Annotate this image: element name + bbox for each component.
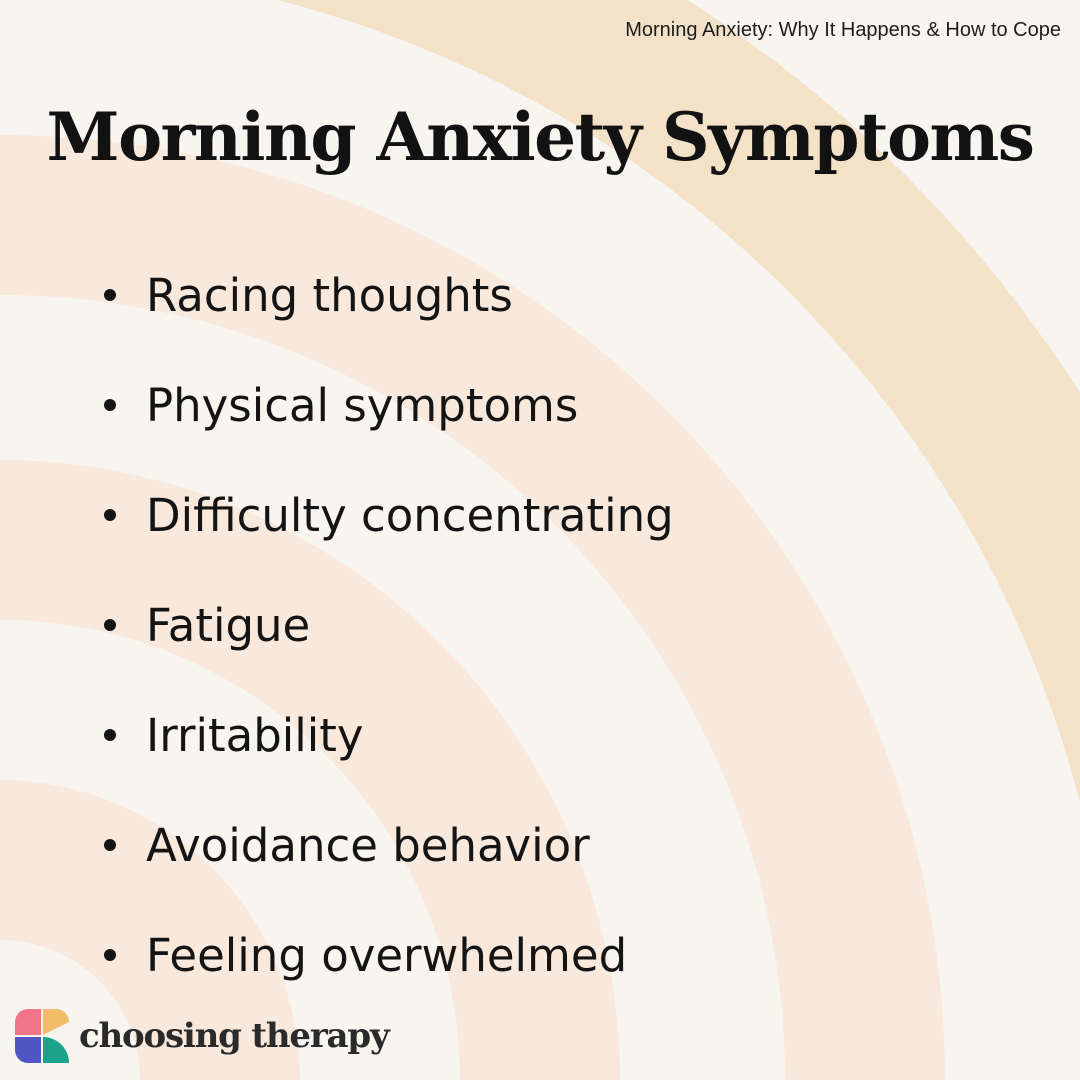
- symptom-label: Irritability: [146, 708, 364, 762]
- symptom-list: [104, 240, 674, 1010]
- logo-quadrant-blue: [15, 1037, 41, 1063]
- symptom-label: Feeling overwhelmed: [146, 928, 628, 982]
- list-item: [104, 790, 674, 900]
- bullet-icon: [104, 399, 116, 411]
- symptom-label: Fatigue: [146, 598, 311, 652]
- bullet-icon: [104, 839, 116, 851]
- logo-quadrant-orange: [43, 1009, 69, 1035]
- brand-logo: [14, 1008, 389, 1064]
- symptom-label: Difficulty concentrating: [146, 488, 674, 542]
- list-item: [104, 900, 674, 1010]
- list-item: [104, 460, 674, 570]
- symptom-label: Physical symptoms: [146, 378, 579, 432]
- symptom-label: Avoidance behavior: [146, 818, 590, 872]
- list-item: [104, 240, 674, 350]
- logo-quadrant-teal: [43, 1037, 69, 1063]
- page-title: Morning Anxiety Symptoms: [46, 98, 1034, 176]
- list-item: [104, 350, 674, 460]
- list-item: [104, 570, 674, 680]
- bullet-icon: [104, 619, 116, 631]
- logo-quadrant-pink: [15, 1009, 41, 1035]
- bullet-icon: [104, 729, 116, 741]
- list-item: [104, 680, 674, 790]
- bullet-icon: [104, 509, 116, 521]
- article-caption: Morning Anxiety: Why It Happens & How to Cope: [625, 19, 1061, 41]
- symptom-label: Racing thoughts: [146, 268, 513, 322]
- four-quadrant-logo-icon: [14, 1008, 70, 1064]
- bullet-icon: [104, 949, 116, 961]
- bullet-icon: [104, 289, 116, 301]
- brand-name: choosing therapy: [79, 1016, 389, 1056]
